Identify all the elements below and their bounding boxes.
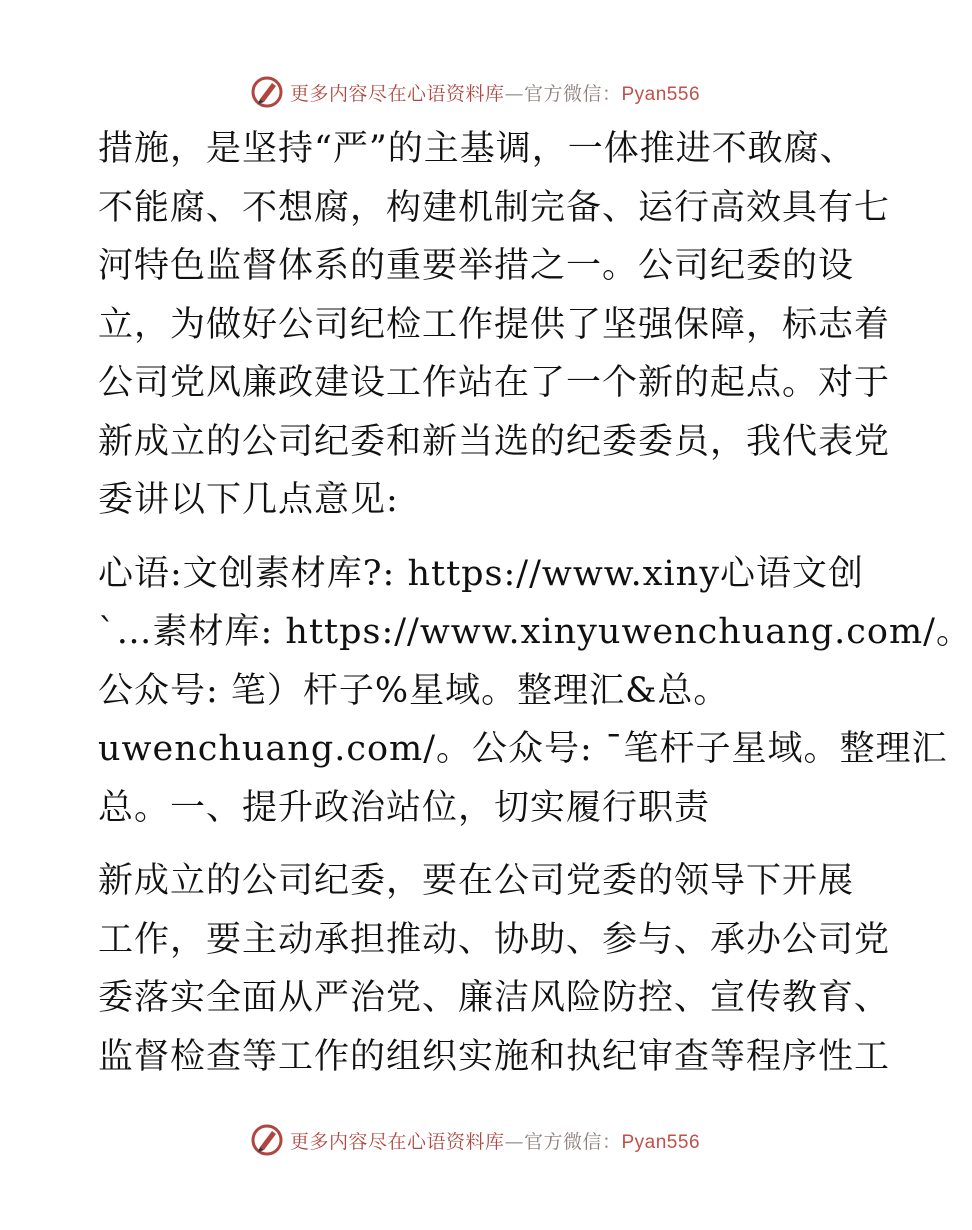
text-line: 委讲以下几点意见: (98, 480, 399, 520)
text-line: 工作，要主动承担推动、协助、参与、承办公司党 (98, 919, 891, 960)
text-line: 心语:文创素材库?: https://www.xiny心语文创 (98, 553, 864, 594)
text-line: 措施，是坚持“严”的主基调，一体推进不敢腐、 (98, 129, 856, 169)
footer-banner-text (290, 1127, 700, 1154)
text-line: `…素材库: https://www.xinyuwenchuang.com/。 (98, 612, 972, 652)
footer-site-name: 更多内容尽在心语资料库 (289, 1130, 505, 1153)
pen-logo-icon (250, 1123, 284, 1157)
footer-banner (0, 1120, 950, 1160)
header-wechat-id: Pyan556 (621, 83, 701, 105)
paragraph-2 (98, 545, 972, 838)
text-line: uwenchuang.com/。公众号: ¯笔杆子星域。整理汇 (98, 729, 948, 769)
text-line: 公众号: 笔）杆子%星域。整理汇&总。 (98, 670, 730, 711)
text-line: 新成立的公司纪委，要在公司党委的领导下开展 (98, 861, 855, 901)
footer-separator: — (504, 1130, 524, 1153)
header-banner-text (290, 79, 700, 106)
text-line: 不能腐、不想腐，构建机制完备、运行高效具有七 (98, 187, 891, 228)
document-body (98, 120, 972, 1086)
text-line: 监督检查等工作的组织实施和执纪审查等程序性工 (98, 1036, 891, 1077)
text-line: 立，为做好公司纪检工作提供了坚强保障，标志着 (98, 304, 891, 345)
paragraph-1 (98, 120, 891, 530)
paragraph-3 (98, 852, 891, 1086)
paragraph-spacer (98, 837, 858, 852)
header-site-name: 更多内容尽在心语资料库 (289, 82, 505, 105)
footer-wechat-label: 官方微信： (523, 1130, 622, 1153)
section-heading: 总。一、提升政治站位，切实履行职责 (98, 787, 711, 828)
header-wechat-label: 官方微信： (523, 82, 622, 105)
paragraph-spacer (98, 530, 858, 545)
text-line: 委落实全面从严治党、廉洁风险防控、宣传教育、 (98, 978, 891, 1018)
header-separator: — (504, 82, 524, 105)
text-line: 公司党风廉政建设工作站在了一个新的起点。对于 (98, 363, 891, 403)
pen-logo-icon (250, 75, 284, 109)
header-banner (0, 72, 950, 112)
text-line: 河特色监督体系的重要举措之一。公司纪委的设 (98, 246, 855, 286)
text-line: 新成立的公司纪委和新当选的纪委委员，我代表党 (98, 421, 891, 462)
footer-wechat-id: Pyan556 (621, 1131, 701, 1153)
